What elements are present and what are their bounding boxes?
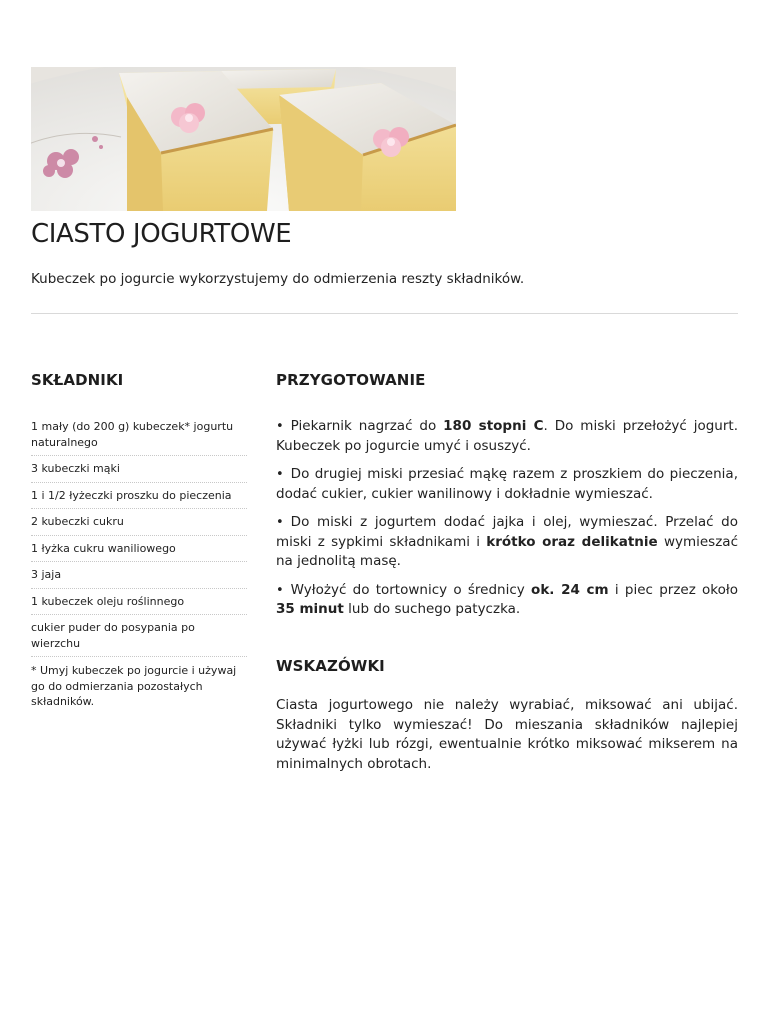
preparation-step xyxy=(276,513,738,572)
ingredients-list xyxy=(31,414,247,715)
ingredients-heading: SKŁADNIKI xyxy=(31,371,124,389)
bullet-icon: • xyxy=(276,515,284,530)
step-text: Piekarnik nagrzać do xyxy=(290,418,444,434)
preparation-step xyxy=(276,581,738,620)
cake-photo-icon xyxy=(31,67,456,211)
ingredient-item: 1 i 1/2 łyżeczki proszku do pieczenia xyxy=(31,483,247,510)
step-text: i piec przez około xyxy=(608,581,739,598)
bullet-icon: • xyxy=(276,419,284,434)
step-emphasis: ok. 24 cm xyxy=(531,581,609,598)
bullet-icon: • xyxy=(276,582,284,598)
ingredient-item: 3 kubeczki mąki xyxy=(31,456,247,483)
ingredient-item: 3 jaja xyxy=(31,562,247,589)
ingredient-item: 1 kubeczek oleju roślinnego xyxy=(31,589,247,616)
recipe-title: CIASTO JOGURTOWE xyxy=(31,219,292,249)
ingredient-item: 1 mały (do 200 g) kubeczek* jogurtu naturalnego xyxy=(31,414,247,456)
bullet-icon: • xyxy=(276,467,284,482)
tips-heading: WSKAZÓWKI xyxy=(276,657,385,675)
preparation-steps xyxy=(276,417,738,629)
step-text: Wyłożyć do tortownicy o średnicy xyxy=(290,581,532,598)
step-text: wymieszać na jednolitą masę. xyxy=(276,533,738,569)
preparation-step xyxy=(276,465,738,504)
tips-text: Ciasta jogurtowego nie należy wyrabiać, miksować ani ubijać. Składniki tylko wymieszać! Do mieszania składników najlepiej używać łyżki lub rózgi, ewentualnie krótko miksować mikserem na minimalnych obrotach. xyxy=(276,697,738,772)
ingredient-item: 1 łyżka cukru waniliowego xyxy=(31,536,247,563)
ingredients-note: * Umyj kubeczek po jogurcie i używaj go do odmierzania pozostałych składników. xyxy=(31,664,237,708)
ingredient-item: 2 kubeczki cukru xyxy=(31,509,247,536)
step-text: Do miski z jogurtem dodać jajka i olej, wymieszać. Przelać do miski z sypkimi składnikami i xyxy=(276,514,738,550)
preparation-step xyxy=(276,417,738,456)
step-text: . Do miski przełożyć jogurt. Kubeczek po jogurcie umyć i osuszyć. xyxy=(276,418,739,454)
step-emphasis: krótko oraz delikatnie xyxy=(486,533,658,550)
ingredient-item: cukier puder do posypania po wierzchu xyxy=(31,615,247,657)
cake-photo xyxy=(31,67,456,211)
preparation-heading: PRZYGOTOWANIE xyxy=(276,371,426,389)
step-text: Do drugiej miski przesiać mąkę razem z proszkiem do pieczenia, dodać cukier, cukier wanilinowy i dokładnie wymieszać. xyxy=(276,466,738,502)
step-emphasis: 180 stopni C xyxy=(443,418,544,434)
step-text: lub do suchego patyczka. xyxy=(343,601,521,617)
recipe-intro: Kubeczek po jogurcie wykorzystujemy do odmierzenia reszty składników. xyxy=(31,271,525,287)
step-emphasis: 35 minut xyxy=(276,601,344,617)
section-divider xyxy=(31,313,738,314)
